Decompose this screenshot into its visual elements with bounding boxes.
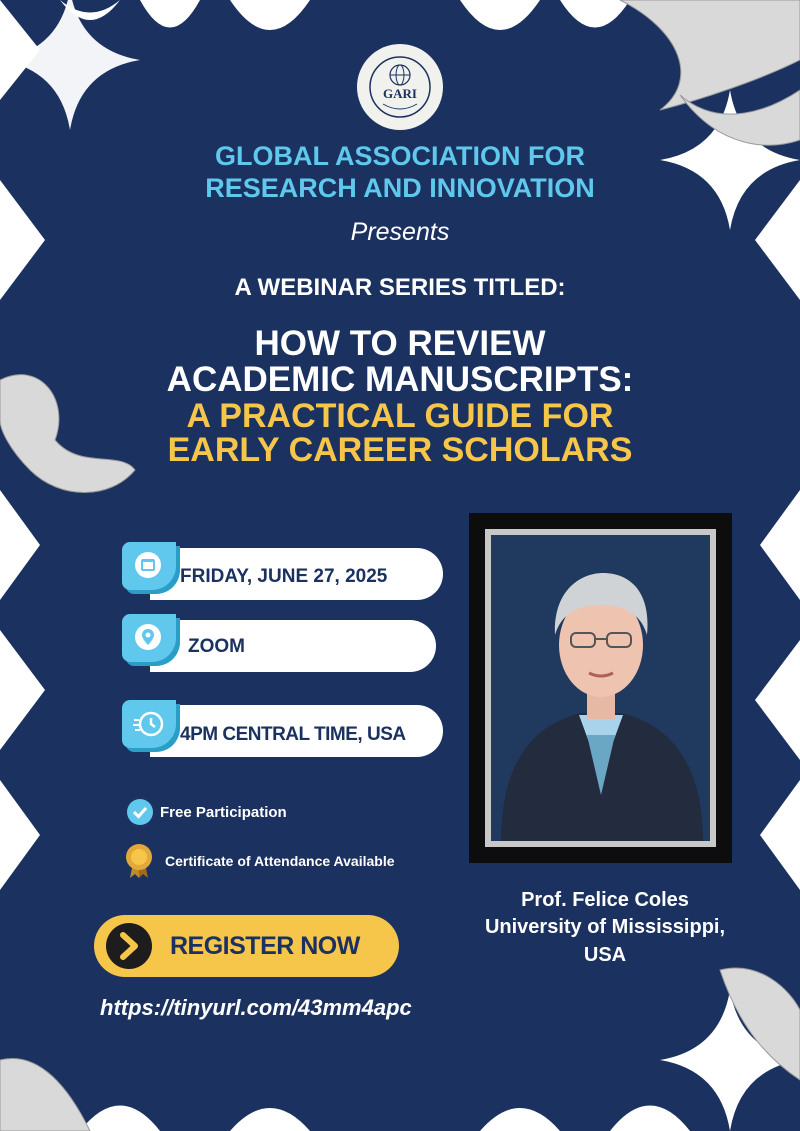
speaker-photo — [491, 535, 710, 841]
calendar-icon-box — [122, 542, 176, 590]
register-now-label: REGISTER NOW — [170, 932, 360, 960]
org-name-line1: GLOBAL ASSOCIATION FOR — [215, 141, 585, 171]
title-line2: ACADEMIC MANUSCRIPTS: — [166, 360, 634, 399]
speaker-affiliation-line2: USA — [583, 944, 627, 966]
register-url-link[interactable]: https://tinyurl.com/43mm4apc — [100, 995, 412, 1020]
event-time: 4PM CENTRAL TIME, USA — [180, 724, 406, 745]
title-line1: HOW TO REVIEW — [254, 324, 546, 363]
perk-free-participation: Free Participation — [160, 804, 287, 821]
speaker-photo-frame — [469, 513, 732, 863]
check-circle-icon — [127, 799, 153, 825]
speaker-photo-mat — [485, 529, 716, 847]
register-now-button[interactable] — [94, 915, 399, 977]
calendar-icon — [135, 552, 161, 578]
series-intro: A WEBINAR SERIES TITLED: — [234, 274, 566, 301]
speaker-affiliation-line1: University of Mississippi, — [484, 916, 726, 938]
title-line3: A PRACTICAL GUIDE FOR — [186, 397, 614, 435]
medal-icon — [125, 843, 153, 879]
arrow-right-icon — [106, 923, 152, 969]
svg-text:GARI: GARI — [383, 86, 417, 101]
perk-certificate: Certificate of Attendance Available — [165, 853, 395, 869]
speaker-name: Prof. Felice Coles — [521, 889, 689, 911]
event-location: ZOOM — [188, 636, 245, 657]
clock-icon-box — [122, 700, 176, 748]
clock-icon — [133, 708, 165, 740]
presents-text: Presents — [350, 218, 450, 246]
org-name-line2: RESEARCH AND INNOVATION — [205, 173, 595, 203]
event-date: FRIDAY, JUNE 27, 2025 — [180, 566, 388, 587]
location-pin-icon — [135, 624, 161, 650]
title-line4: EARLY CAREER SCHOLARS — [167, 431, 633, 469]
location-icon-box — [122, 614, 176, 662]
gari-logo — [355, 42, 445, 132]
